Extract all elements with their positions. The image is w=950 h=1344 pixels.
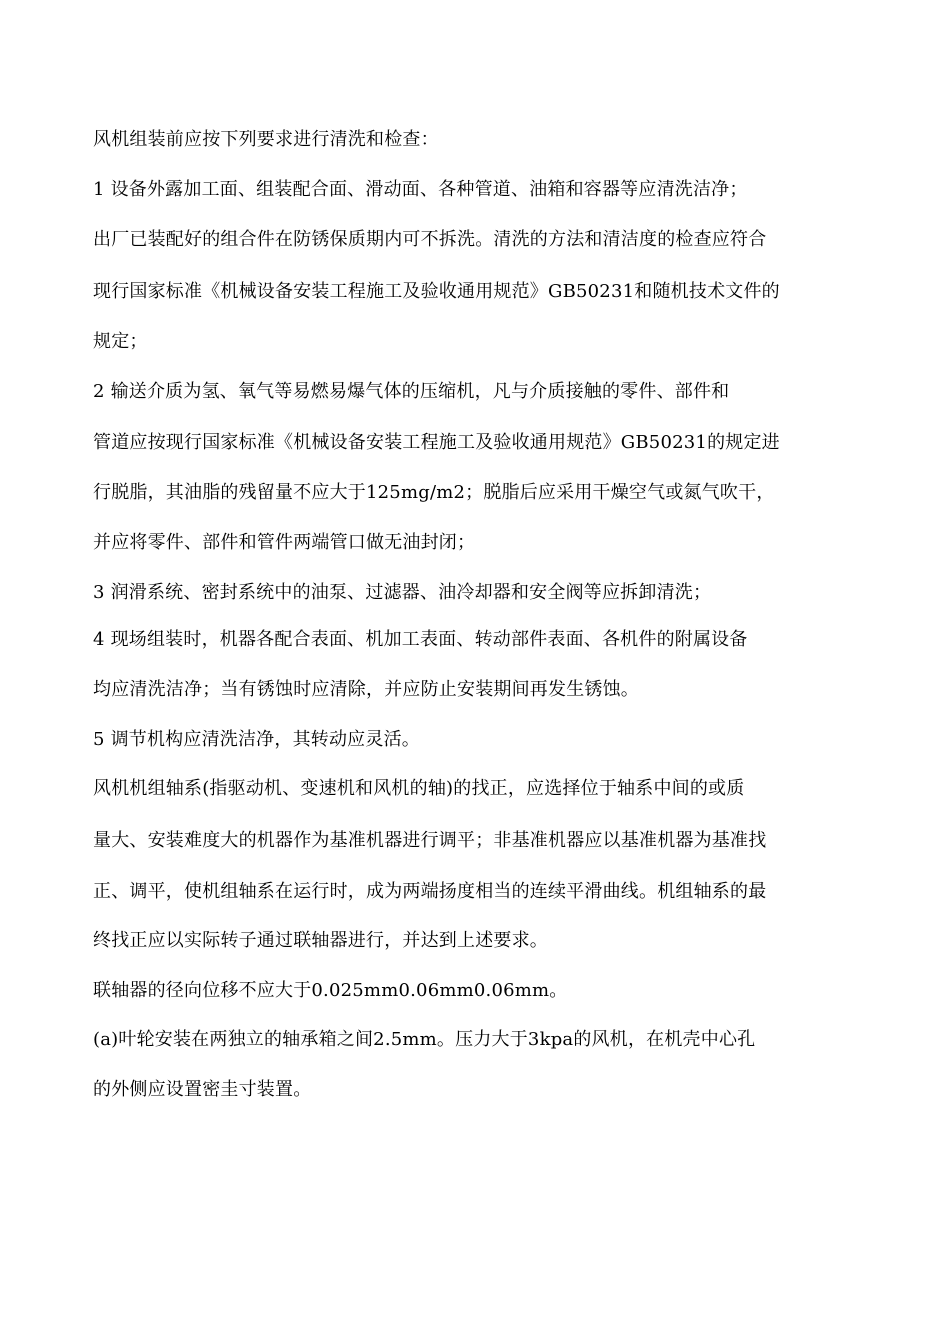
text-line: 3 润滑系统、密封系统中的油泵、过滤器、油冷却器和安全阀等应拆卸清洗； [93, 582, 712, 603]
text-line: 的外侧应设置密圭寸装置。 [93, 1079, 312, 1100]
text-line: 终找正应以实际转子通过联轴器进行，并达到上述要求。 [93, 930, 548, 951]
text-line: 5 调节机构应清洗洁净，其转动应灵活。 [93, 729, 420, 750]
text-line: 并应将零件、部件和管件两端管口做无油封闭； [93, 532, 476, 553]
text-line: 风机机组轴系(指驱动机、变速机和风机的轴)的找正，应选择位于轴系中间的或质 [93, 778, 745, 799]
text-line: 管道应按现行国家标准《机械设备安装工程施工及验收通用规范》GB50231的规定进 [93, 432, 780, 453]
text-line: 4 现场组装时，机器各配合表面、机加工表面、转动部件表面、各机件的附属设备 [93, 629, 748, 650]
text-line: 1 设备外露加工面、组装配合面、滑动面、各种管道、油箱和容器等应清洗洁净； [93, 179, 748, 200]
text-line: 2 输送介质为氢、氧气等易燃易爆气体的压缩机，凡与介质接触的零件、部件和 [93, 381, 730, 402]
text-line: 均应清洗洁净；当有锈蚀时应清除，并应防止安装期间再发生锈蚀。 [93, 679, 639, 700]
text-line: 行脱脂，其油脂的残留量不应大于125mg/m2；脱脂后应采用干燥空气或氮气吹干， [93, 482, 775, 503]
text-line: 现行国家标准《机械设备安装工程施工及验收通用规范》GB50231和随机技术文件的 [93, 281, 780, 302]
text-line: 联轴器的径向位移不应大于0.025mm0.06mm0.06mm。 [93, 980, 568, 1001]
text-line: 规定； [93, 331, 148, 352]
text-line: 正、调平，使机组轴系在运行时，成为两端扬度相当的连续平滑曲线。机组轴系的最 [93, 881, 767, 902]
text-line: (a)叶轮安装在两独立的轴承箱之间2.5mm。压力大于3kpa的风机，在机壳中心孔 [93, 1029, 756, 1050]
text-line: 出厂已装配好的组合件在防锈保质期内可不拆洗。清洗的方法和清洁度的检查应符合 [93, 229, 767, 250]
text-line: 量大、安装难度大的机器作为基准机器进行调平；非基准机器应以基准机器为基准找 [93, 830, 767, 851]
text-line: 风机组装前应按下列要求进行清洗和检查： [93, 129, 439, 150]
